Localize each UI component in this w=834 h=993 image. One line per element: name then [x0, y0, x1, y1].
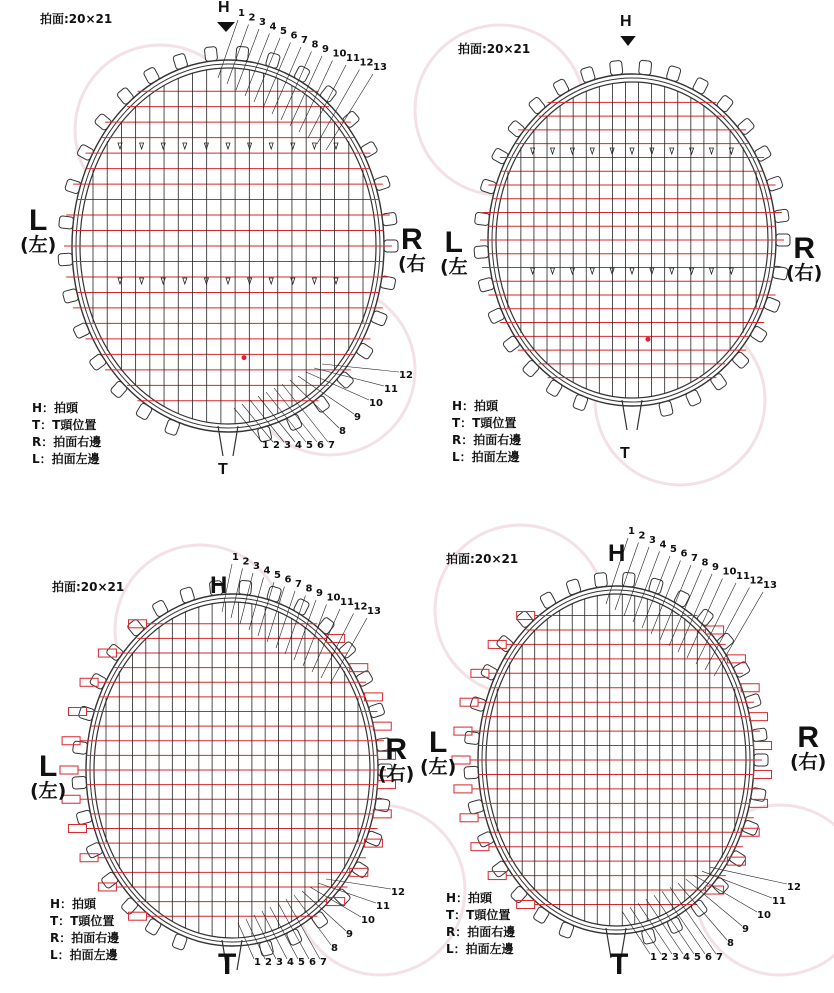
head-label: [210, 574, 227, 598]
grommet: [239, 580, 252, 595]
top-number: 8: [701, 557, 709, 569]
top-number: 11: [346, 53, 360, 64]
top-number: 13: [373, 62, 387, 73]
cross-loop: [454, 785, 472, 793]
legend-item: R：拍面右邊: [452, 433, 522, 447]
legend-item: H：拍頭: [32, 401, 79, 415]
top-number: 1: [628, 526, 635, 537]
bottom-number: 8: [331, 943, 338, 954]
caption: 拍面:20×21: [40, 12, 113, 26]
top-number: 6: [290, 30, 298, 42]
legend-item: H：拍頭: [452, 399, 499, 413]
left-side-label: [440, 228, 468, 277]
left-chinese: (左): [420, 756, 457, 778]
right-letter: R: [385, 733, 408, 766]
bottom-number: 11: [384, 384, 398, 395]
top-number: 5: [670, 544, 677, 555]
throat-label: [218, 950, 236, 980]
left-chinese: (左): [20, 234, 57, 256]
top-number: 3: [259, 17, 266, 28]
legend: [32, 400, 101, 468]
right-side-label: [378, 735, 414, 784]
grommet: [58, 253, 73, 266]
bottom-number: 9: [742, 924, 749, 935]
top-number: 10: [722, 566, 737, 578]
grommet: [382, 212, 398, 226]
top-number: 9: [322, 44, 329, 55]
bottom-number: 4: [287, 957, 294, 968]
top-number: 7: [295, 579, 302, 590]
top-number: 11: [340, 597, 354, 608]
grommet: [610, 60, 623, 75]
grommet: [59, 216, 74, 230]
top-number: 11: [736, 571, 750, 582]
right-chinese: (右: [398, 253, 426, 275]
bottom-number: 10: [369, 398, 383, 409]
diagram-top-right: [474, 36, 790, 430]
bottom-number: 4: [295, 440, 302, 451]
bottom-number: 4: [683, 952, 690, 963]
top-number: 2: [242, 556, 250, 568]
left-letter: L: [444, 226, 463, 259]
top-number: 5: [274, 570, 281, 581]
left-side-label: [420, 728, 456, 777]
left-side-label: [20, 206, 56, 255]
bottom-number: 1: [254, 957, 261, 968]
bottom-number: 5: [298, 957, 305, 968]
right-side-label: [786, 234, 822, 283]
cross-loop: [373, 722, 391, 730]
bottom-number: 12: [787, 882, 801, 893]
legend-item: T：T頭位置: [452, 416, 517, 430]
top-number: 7: [301, 35, 308, 46]
bottom-number: 6: [705, 952, 712, 963]
tie-off-point: [646, 337, 651, 342]
head-label: [608, 542, 625, 566]
legend: [446, 890, 515, 958]
top-number: 3: [649, 535, 656, 546]
top-number: 10: [326, 592, 341, 604]
right-letter: R: [793, 232, 816, 265]
right-chinese: (右): [786, 262, 823, 284]
top-number: 6: [680, 548, 688, 560]
head-letter: H: [620, 13, 632, 30]
caption: 拍面:20×21: [458, 42, 531, 56]
bottom-number: 3: [284, 440, 291, 451]
grommet: [774, 209, 790, 223]
grommet: [752, 728, 768, 742]
head-label: [218, 0, 230, 16]
bottom-number: 12: [399, 370, 413, 381]
top-number: 8: [311, 39, 319, 51]
bottom-number: 6: [317, 440, 324, 451]
legend-item: T：T頭位置: [446, 908, 511, 922]
left-chinese: (左): [30, 780, 67, 802]
cross-loop: [750, 713, 768, 721]
bottom-number: 3: [672, 952, 679, 963]
legend-item: H：拍頭: [446, 891, 493, 905]
top-number: 9: [316, 588, 323, 599]
bottom-number: 7: [716, 952, 723, 963]
legend-item: L：拍面左邊: [50, 948, 118, 962]
top-number: 3: [253, 561, 260, 572]
top-number: 12: [353, 601, 368, 613]
cross-loop: [754, 770, 772, 778]
grommet: [204, 46, 217, 61]
legend-item: L：拍面左邊: [446, 942, 514, 956]
top-number: 1: [232, 552, 239, 563]
right-side-label: [398, 225, 426, 274]
caption: 拍面:20×21: [52, 580, 125, 594]
bottom-number: 5: [694, 952, 701, 963]
top-number: 2: [638, 530, 646, 542]
diagram-top-left: [58, 8, 413, 456]
left-letter: L: [39, 750, 58, 783]
right-chinese: (右): [378, 763, 415, 785]
bottom-number: 12: [391, 887, 405, 898]
right-chinese: (右): [790, 751, 827, 773]
bottom-number: 8: [339, 426, 346, 437]
top-number: 4: [263, 565, 271, 577]
bottom-number: 2: [273, 440, 280, 451]
legend-item: L：拍面左邊: [32, 452, 100, 466]
bottom-number: 2: [661, 952, 668, 963]
top-number: 1: [238, 8, 245, 19]
grommet: [474, 212, 489, 226]
throat-label: [610, 950, 628, 980]
cross-loop: [754, 742, 772, 750]
left-letter: L: [29, 204, 48, 237]
bottom-number: 10: [361, 915, 375, 926]
tie-off-point: [242, 355, 247, 360]
bottom-number: 10: [757, 910, 771, 921]
bottom-number: 5: [306, 440, 313, 451]
grommet: [594, 572, 607, 587]
grommet: [639, 60, 652, 75]
grommet: [464, 766, 479, 779]
cross-strings: [480, 102, 784, 377]
head-letter: H: [210, 572, 228, 599]
head-arrow-icon: [217, 22, 235, 32]
left-letter: L: [429, 726, 448, 759]
cross-loop: [741, 684, 759, 692]
top-number: 5: [280, 26, 287, 37]
legend-item: R：拍面右邊: [50, 931, 120, 945]
bottom-number: 9: [354, 412, 361, 423]
legend: [50, 896, 119, 964]
legend: [452, 398, 521, 466]
top-number: 7: [691, 553, 698, 564]
bottom-number: 9: [346, 929, 353, 940]
top-number: 9: [712, 562, 719, 573]
bottom-number: 3: [276, 957, 283, 968]
legend-item: R：拍面右邊: [446, 925, 516, 939]
throat-label: [218, 462, 228, 478]
grommet: [72, 776, 87, 789]
top-number: 8: [305, 583, 313, 595]
right-letter: R: [797, 721, 820, 754]
legend-item: H：拍頭: [50, 897, 97, 911]
bottom-number: 11: [772, 896, 786, 907]
throat-letter: T: [218, 948, 237, 981]
legend-item: R：拍面右邊: [32, 435, 102, 449]
bottom-number: 7: [328, 440, 335, 451]
top-number: 2: [248, 12, 256, 24]
bottom-number: 11: [376, 901, 390, 912]
head-letter: H: [218, 0, 230, 16]
cross-strings: [64, 91, 392, 401]
top-number: 6: [284, 574, 292, 586]
head-arrow-icon: [620, 36, 635, 46]
right-side-label: [790, 723, 826, 772]
legend-item: T：T頭位置: [50, 914, 115, 928]
throat-letter: T: [610, 948, 629, 981]
bottom-number: 1: [262, 440, 269, 451]
head-letter: H: [608, 540, 626, 567]
bottom-number: 2: [265, 957, 272, 968]
caption: 拍面:20×21: [446, 552, 519, 566]
head-label: [620, 14, 632, 30]
left-side-label: [30, 752, 66, 801]
top-number: 4: [659, 539, 667, 551]
cross-loop: [460, 814, 478, 822]
bottom-number: 7: [320, 957, 327, 968]
throat-label: [620, 446, 630, 462]
cross-loop: [69, 824, 87, 832]
top-number: 12: [749, 575, 764, 587]
top-number: 12: [359, 57, 374, 69]
grommet: [474, 246, 489, 259]
cross-loop: [364, 693, 382, 701]
bottom-number: 1: [650, 952, 657, 963]
top-number: 13: [367, 606, 381, 617]
legend-item: L：拍面左邊: [452, 450, 520, 464]
top-number: 4: [269, 21, 277, 33]
grommet: [236, 46, 249, 61]
throat-letter: T: [218, 461, 228, 478]
top-number: 13: [763, 580, 777, 591]
left-chinese: (左: [440, 256, 468, 278]
throat-letter: T: [620, 445, 630, 462]
right-letter: R: [401, 223, 423, 256]
top-number: 10: [332, 48, 347, 60]
legend-item: T：T頭位置: [32, 418, 97, 432]
bottom-number: 6: [309, 957, 316, 968]
bottom-number: 8: [727, 938, 734, 949]
